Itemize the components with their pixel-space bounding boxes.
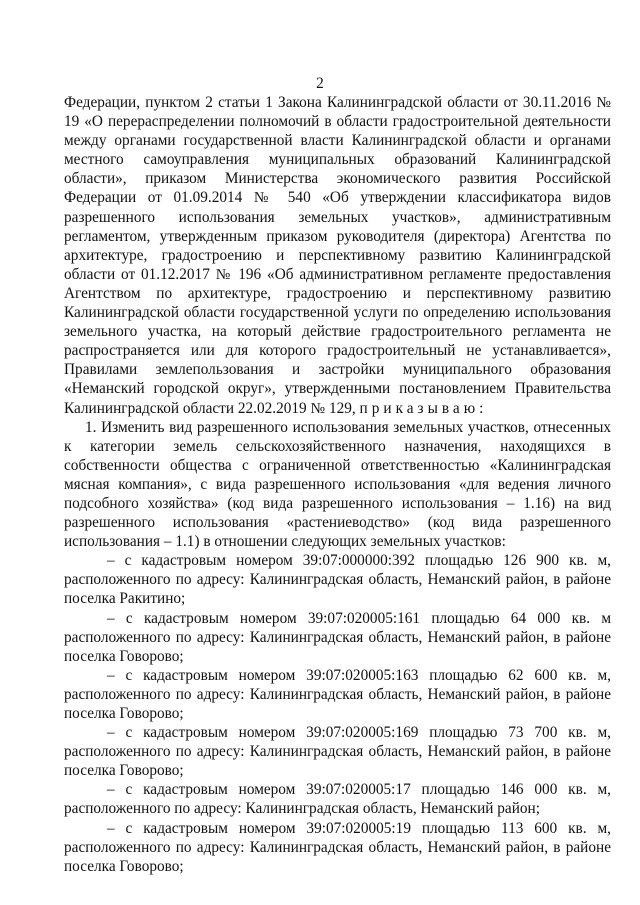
parcel-item: – с кадастровым номером 39:07:020005:19 площадью 113 600 кв. м, расположенного по адресу: Калининградская область, Неманский район, в районе поселка Говорово;	[64, 819, 611, 875]
document-body	[64, 93, 611, 876]
order-word: приказываю:	[359, 399, 488, 417]
intro-paragraph	[64, 93, 611, 418]
intro-text: Федерации, пунктом 2 статьи 1 Закона Калининградской области от 30.11.2016 № 19 «О перераспределении полномочий в области градостроительной деятельности между органами государственной власти Калининградской области и органами местного самоуправления муниципальных образований Калининградской области», приказом Министерства экономического развития Российской Федерации от 01.09.2014 № 540 «Об утверждении классификатора видов разрешенного использования земельных участков», административным регламентом, утвержденным приказом руководителя (директора) Агентства по архитектуре, градостроению и перспективному развитию Калининградской области от 01.12.2017 № 196 «Об административном регламенте предоставления Агентством по архитектуре, градостроению и перспективному развитию Калининградской области государственной услуги по определению использования земельного участка, на который действие градостроительного регламента не распространяется или для которого градостроительный не устанавливается», Правилами землепользования и застройки муниципального образования «Неманский городской округ», утвержденными постановлением Правительства Калининградской области 22.02.2019 № 129,	[64, 94, 611, 417]
parcel-item: – с кадастровым номером 39:07:020005:17 площадью 146 000 кв. м, расположенного по адресу: Калининградская область, Неманский район;	[64, 781, 611, 818]
parcel-item: – с кадастровым номером 39:07:020005:161 площадью 64 000 кв. м расположенного по адресу: Калининградская область, Неманский район, в районе поселка Говорово;	[64, 609, 611, 665]
parcel-item: – с кадастровым номером 39:07:020005:169 площадью 73 700 кв. м, расположенного по адресу: Калининградская область, Неманский район, в районе поселка Говорово;	[64, 724, 611, 780]
parcel-item: – с кадастровым номером 39:07:000000:392 площадью 126 900 кв. м, расположенного по адресу: Калининградская область, Неманский район, в районе поселка Ракитино;	[64, 552, 611, 608]
page-number: 2	[316, 75, 324, 92]
item-1-paragraph: 1. Изменить вид разрешенного использования земельных участков, отнесенных к категории земель сельскохозяйственного назначения, находящихся в собственности общества с ограниченной ответственностью «Калининградская мясная компания», с вида разрешенного использования «для ведения личного подсобного хозяйства» (код вида разрешенного использования – 1.16) на вид разрешенного использования «растениеводство» (код вида разрешенного использования – 1.1) в отношении следующих земельных участков:	[64, 418, 611, 551]
parcel-item: – с кадастровым номером 39:07:020005:163 площадью 62 600 кв. м, расположенного по адресу: Калининградская область, Неманский район, в районе поселка Говорово;	[64, 666, 611, 722]
